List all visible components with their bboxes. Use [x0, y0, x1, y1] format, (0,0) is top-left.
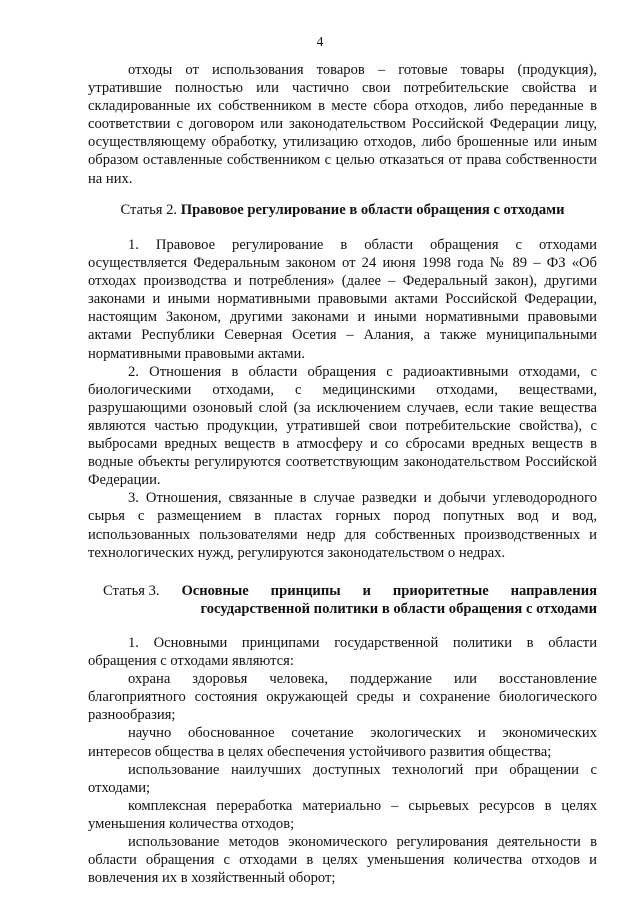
article-3-title-word: и — [362, 583, 371, 599]
article-2-heading — [88, 201, 597, 219]
article-2-title: Правовое регулирование в области обращения с отходами — [180, 202, 565, 218]
article-2-paragraph-3: 3. Отношения, связанные в случае разведки и добычи углеводородного сырья с размещением в пластах горных пород попутных вод и вод, использованных пользователями недр для собственных производственных и технологических нужд, регулируются законодательством о недрах. — [88, 490, 597, 561]
page-number: 4 — [316, 34, 324, 49]
principle-item: охрана здоровья человека, поддержание или восстановление благоприятного состояния окружающей среды и сохранение биологического разнообразия; — [88, 671, 597, 724]
intro-block — [88, 61, 597, 188]
article-2-body — [88, 236, 597, 562]
article-3-title-word: направления — [510, 583, 597, 599]
article-3-heading-line-2: государственной политики в области обращения с отходами — [200, 601, 597, 618]
article-3-label: Статья 3. — [103, 583, 160, 599]
article-3-heading — [88, 582, 597, 618]
principle-item: комплексная переработка материально – сырьевых ресурсов в целях уменьшения количества отходов; — [88, 797, 597, 832]
principle-item: использование наилучших доступных технологий при обращении с отходами; — [88, 761, 597, 796]
principle-item: использование методов экономического регулирования деятельности в области обращения с отходами в целях уменьшения количества отходов и вовлечения их в хозяйственный оборот; — [88, 834, 597, 887]
article-2-label: Статья 2. — [120, 202, 178, 218]
article-3-title-word: принципы — [270, 583, 341, 599]
article-2-paragraph-2: 2. Отношения в области обращения с радиоактивными отходами, с биологическими отходами, с медицинскими отходами, веществами, разрушающими озоновый слой (за исключением случаев, если такие вещества являются частью продукции, утратившей свои потребительские свойства), с выбросами вредных веществ в атмосферу и со сбросами вредных веществ в водные объекты регулируются соответствующим законодательством Российской Федерации. — [88, 363, 597, 489]
article-3-body — [88, 634, 597, 887]
principle-item: научно обоснованное сочетание экологических и экономических интересов общества в целях обеспечения устойчивого развития общества; — [88, 725, 597, 760]
article-3-title-word: приоритетные — [392, 583, 489, 599]
article-3-paragraph-1: 1. Основными принципами государственной политики в области обращения с отходами являются: — [88, 635, 597, 670]
article-3-heading-line-1 — [88, 582, 597, 600]
intro-paragraph: отходы от использования товаров – готовые товары (продукция), утратившие полностью или частично свои потребительские свойства и складированные их собственником в месте сбора отходов, либо переданные в соответствии с договором или законодательством Российской Федерации лицу, осуществляющему обработку, утилизацию отходов, либо брошенные или иным образом оставленные собственником с целью отказаться от права собственности на них. — [88, 62, 597, 187]
article-3-title-word: Основные — [181, 583, 249, 599]
article-2-paragraph-1: 1. Правовое регулирование в области обращения с отходами осуществляется Федеральным законом от 24 июня 1998 года № 89 – ФЗ «Об отходах производства и потребления» (далее – Федеральный закон), другими законами и иными нормативными правовыми актами Российской Федерации, настоящим Законом, другими законами и иными нормативными правовыми актами Республики Северная Осетия – Алания, а также муниципальными нормативными правовыми актами. — [88, 237, 597, 362]
